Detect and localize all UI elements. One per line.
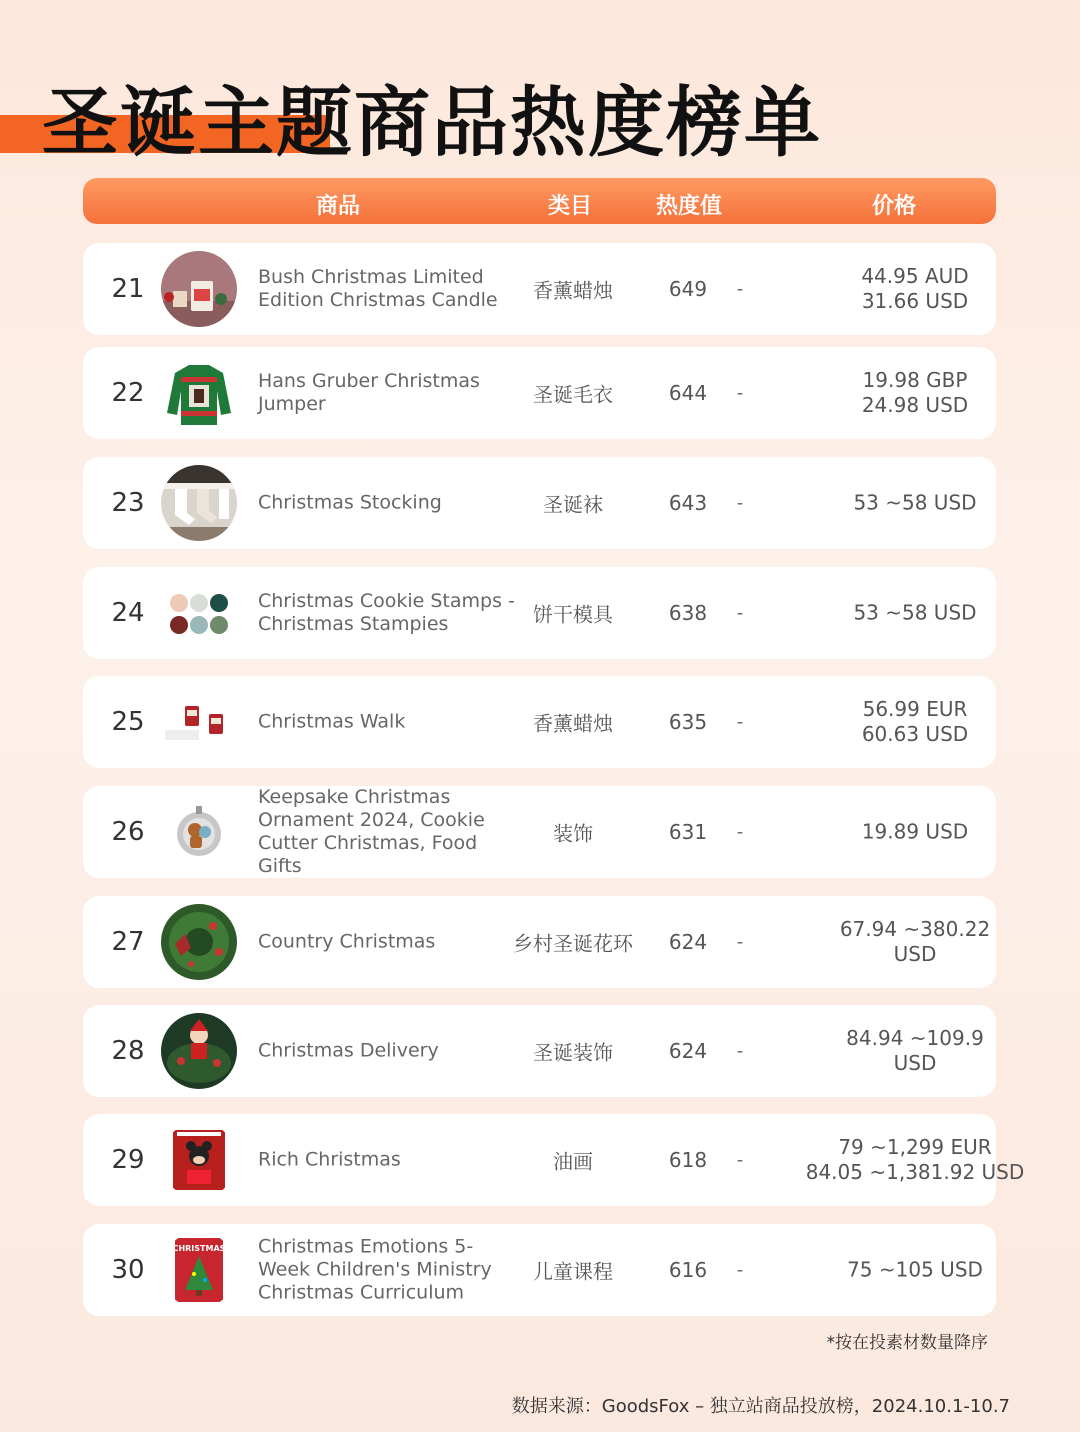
dash: -: [736, 711, 744, 733]
category: 圣诞毛衣: [533, 382, 613, 407]
table-row: [83, 1005, 996, 1097]
header-heat: 热度值: [655, 194, 723, 219]
header-product: 商品: [315, 194, 361, 219]
table-row: [83, 676, 996, 768]
product-name: Bush Christmas Limited Edition Christmas Candle: [258, 266, 498, 311]
category: 圣诞袜: [543, 492, 603, 517]
ornament-icon: [161, 794, 237, 870]
wreath-icon: [161, 904, 237, 980]
heat-value: 643: [668, 491, 708, 515]
heat-value: 649: [668, 277, 708, 301]
category: 油画: [553, 1149, 593, 1174]
price: 56.99 EUR 60.63 USD: [861, 697, 969, 746]
dash: -: [736, 821, 744, 843]
table-row: [83, 1114, 1025, 1206]
rank-number: 24: [111, 598, 145, 628]
product-name: Rich Christmas: [258, 1148, 401, 1171]
dash: -: [736, 1149, 744, 1171]
book-cover-icon: [161, 1232, 237, 1308]
category: 儿童课程: [533, 1259, 613, 1284]
product-name: Christmas Emotions 5-Week Children's Ministry Christmas Curriculum: [258, 1235, 492, 1304]
rank-number: 23: [111, 488, 145, 518]
product-name: Country Christmas: [258, 930, 436, 953]
price: 19.89 USD: [861, 819, 969, 844]
table-row: [83, 567, 996, 659]
table-row: [83, 896, 996, 988]
dash: -: [736, 602, 744, 624]
table-row: [83, 786, 996, 878]
header-category: 类目: [547, 194, 593, 219]
category: 饼干模具: [533, 602, 613, 627]
rank-number: 28: [111, 1036, 145, 1066]
heat-value: 644: [668, 381, 708, 405]
heat-value: 624: [668, 930, 708, 954]
dash: -: [736, 1259, 744, 1281]
category: 香薰蜡烛: [533, 278, 613, 303]
candle-jars-icon: [161, 684, 237, 760]
price: 44.95 AUD 31.66 USD: [861, 264, 969, 313]
price: 84.94 ~109.9 USD: [846, 1026, 984, 1075]
heat-value: 635: [668, 710, 708, 734]
category: 圣诞装饰: [533, 1040, 613, 1065]
category: 装饰: [553, 821, 593, 846]
candle-icon: [161, 251, 237, 327]
dash: -: [736, 382, 744, 404]
rank-number: 21: [111, 274, 145, 304]
category: 乡村圣诞花环: [513, 931, 633, 956]
rank-number: 27: [111, 927, 145, 957]
dash: -: [736, 492, 744, 514]
price: 75 ~105 USD: [847, 1257, 983, 1282]
product-name: Christmas Walk: [258, 710, 406, 733]
price: 53 ~58 USD: [853, 600, 977, 625]
product-name: Keepsake Christmas Ornament 2024, Cookie Cutter Christmas, Food Gifts: [258, 786, 485, 877]
product-name: Christmas Stocking: [258, 491, 442, 514]
product-name: Christmas Cookie Stamps - Christmas Stampies: [258, 590, 515, 635]
table-row: [83, 243, 996, 335]
category: 香薰蜡烛: [533, 711, 613, 736]
rank-number: 25: [111, 707, 145, 737]
price: 79 ~1,299 EUR 84.05 ~1,381.92 USD: [805, 1135, 1025, 1184]
rank-number: 29: [111, 1145, 145, 1175]
heat-value: 616: [668, 1258, 708, 1282]
stocking-icon: [161, 465, 237, 541]
price: 19.98 GBP 24.98 USD: [861, 368, 969, 417]
heat-value: 624: [668, 1039, 708, 1063]
heat-value: 618: [668, 1148, 708, 1172]
dash: -: [736, 931, 744, 953]
rank-number: 30: [111, 1255, 145, 1285]
thumb-text: CHRISTMAS: [172, 1244, 226, 1253]
price: 67.94 ~380.22 USD: [839, 917, 991, 966]
header-price: 价格: [871, 194, 917, 219]
table-row: [83, 457, 996, 549]
page-title: 圣诞主题商品热度榜单: [42, 78, 822, 167]
footnote: *按在投素材数量降序: [826, 1333, 988, 1353]
dash: -: [736, 1040, 744, 1062]
santa-arrangement-icon: [161, 1013, 237, 1089]
rank-number: 22: [111, 378, 145, 408]
table-row: [83, 1224, 996, 1316]
product-name: Hans Gruber Christmas Jumper: [258, 370, 480, 415]
data-source: 数据来源：GoodsFox – 独立站商品投放榜，2024.10.1-10.7: [511, 1396, 1010, 1417]
rank-number: 26: [111, 817, 145, 847]
cookie-stamps-icon: [161, 575, 237, 651]
table-row: [83, 347, 996, 439]
product-name: Christmas Delivery: [258, 1039, 439, 1062]
sweater-icon: [161, 355, 237, 431]
painting-icon: [161, 1122, 237, 1198]
heat-value: 631: [668, 820, 708, 844]
dash: -: [736, 278, 744, 300]
table-header: [83, 178, 996, 224]
heat-value: 638: [668, 601, 708, 625]
price: 53 ~58 USD: [853, 490, 977, 515]
